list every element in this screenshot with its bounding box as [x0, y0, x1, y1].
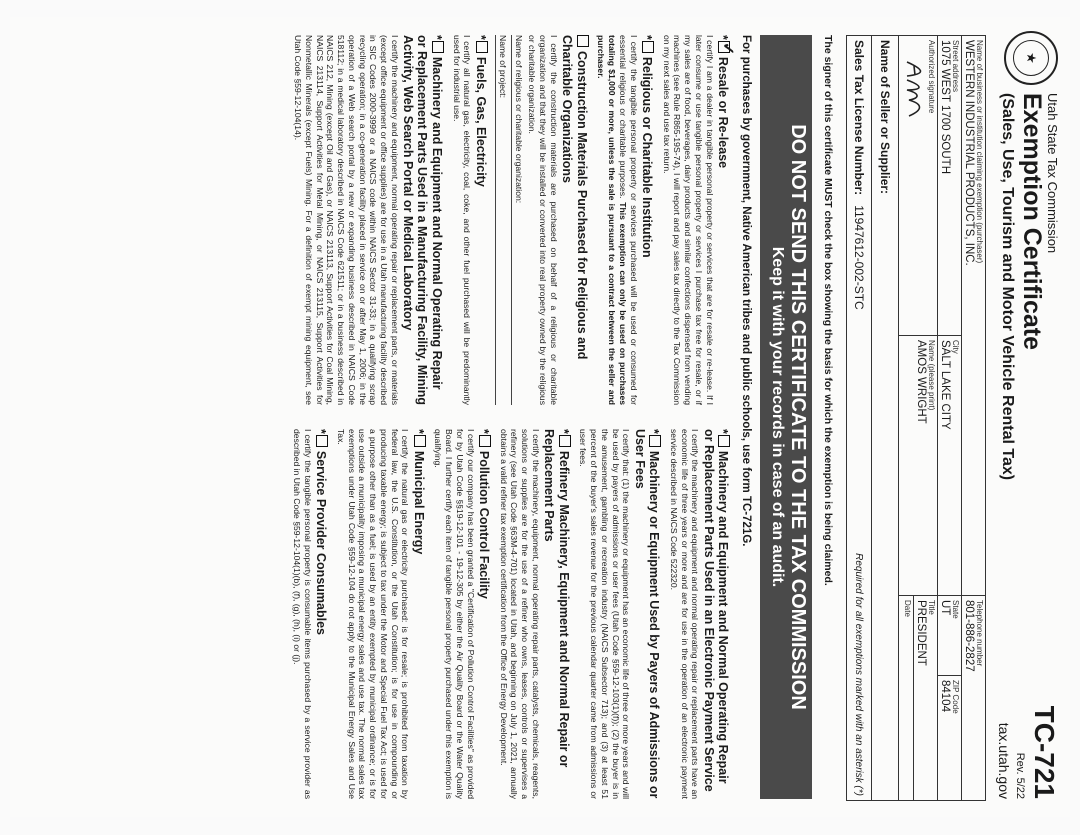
license-cell [847, 36, 871, 800]
state-cell [938, 596, 961, 676]
phone-label: Telephone number [975, 600, 984, 667]
checkbox-pollution-control[interactable] [479, 435, 491, 447]
exemption-body: I certify I am a dealer in tangible personal property or services that are for resale or re-lease. If I later consume or use tangible personal property or services I purchase tax free for resale, or if my sales are of food, beverages, dairy products and similar confections dispensed from vending machines (see Rule R865-19S-74), I will report and pay sales tax directly to the Tax Commission on my next sales and use tax return. [661, 35, 715, 405]
form-title: Exemption Certificate [1018, 93, 1046, 351]
print-name-label: Name (please print) [927, 340, 936, 411]
exemptions-right-column [284, 429, 730, 799]
checkbox-municipal-energy[interactable] [414, 435, 426, 447]
zip-field[interactable]: 84104 [939, 680, 951, 712]
banner-sub-text: Keep it with your records in case of an audit. [769, 246, 786, 588]
title-field[interactable]: PRESIDENT [915, 600, 927, 666]
exemption-resale [661, 35, 736, 405]
exemption-construction-materials [495, 35, 589, 405]
exemption-title: Refinery Machinery, Equipment and Normal Repair or Replacement Parts [542, 429, 571, 768]
checkbox-service-provider[interactable] [316, 435, 328, 447]
exemption-title: Machinery and Equipment and Normal Operating Repair or Replacement Parts Used in an Electronic Payment Service [701, 429, 730, 792]
exemption-title: Machinery and Equipment and Normal Operating Repair or Replacement Parts Used in a Manufacturing Facility, Mining Activity, Web Search Portal or Medical Laboratory [401, 35, 444, 405]
asterisk: * [411, 429, 426, 434]
asterisk: * [716, 35, 730, 40]
asterisk: * [473, 35, 488, 40]
street-cell [938, 36, 961, 336]
seller-row [871, 36, 898, 800]
checkbox-manufacturing[interactable] [432, 41, 444, 53]
zip-label: ZIP Code [951, 680, 960, 714]
asterisk: * [647, 429, 662, 434]
exemption-title: Religious or Charitable Institution [639, 56, 654, 258]
asterisk: * [639, 35, 654, 40]
state-label: State [951, 600, 960, 619]
exemption-title: Municipal Energy [411, 450, 426, 555]
do-not-send-banner [760, 35, 812, 799]
exemption-service-provider [291, 429, 328, 799]
zip-cell [938, 676, 961, 800]
exemption-body: I certify the tangible personal property is consumable items purchased by a service provider as described in Utah Code §59-12-104(1)(b), (f), (g), (h), (i) or (j). [292, 429, 313, 799]
phone-cell [962, 596, 985, 800]
exemption-title: Construction Materials Purchased for Religious and Charitable Organizations [560, 35, 589, 360]
asterisk: * [556, 429, 571, 434]
exemption-pollution-control [433, 429, 491, 799]
checkbox-construction-materials[interactable] [577, 35, 589, 47]
date-subcell [902, 596, 913, 800]
purchaser-name-row [961, 36, 985, 800]
instruction-notice: The signer of this certificate MUST check the box showing the basis for which the exemption is being claimed. [822, 35, 834, 586]
government-purchases-note: For purchases by government, Native American tribes and public schools, use form TC-721G. [740, 35, 752, 547]
street-label: Street address [951, 40, 960, 93]
license-row [847, 36, 871, 800]
signature-cell [899, 36, 937, 336]
exemption-admissions-user-fees [578, 429, 661, 799]
license-note: Required for all exemptions marked with an asterisk (*) [853, 553, 865, 796]
checkbox-admissions-user-fees[interactable] [649, 435, 661, 447]
city-field[interactable]: SALT LAKE CITY [939, 340, 951, 430]
utah-seal-icon: ★ [1004, 31, 1058, 85]
project-name-field[interactable]: Name of project: [495, 35, 508, 405]
checkbox-resale[interactable]: ✓ [719, 41, 736, 56]
street-field[interactable]: 1075 WEST 1700 SOUTH [939, 40, 951, 175]
exemption-religious-charitable [596, 35, 654, 405]
asterisk: * [476, 429, 491, 434]
exemption-body: I certify the natural gas or electricity purchased: is for resale; is prohibited from taxation by federal law, the U.S. Constitution, or the Utah Constitution; is for use in compounding or producing taxable energy; is subject to tax under the Motor and Special Fuel Tax Act; is used for a purpose other than as a fuel; is used by an entity exempted by municipal ordinance; or is for use outside a municipality imposing a municipal energy sales and use tax. The normal sales tax exemptions under Utah Code §59-12-104 do not apply to the Municipal Energy Sales and Use Tax. [335, 429, 411, 799]
exemption-title: Resale or Re-lease [716, 56, 730, 169]
address-row [937, 36, 961, 800]
date-label: Date [903, 600, 912, 617]
exemption-refinery [498, 429, 571, 799]
city-cell [938, 336, 961, 596]
exemption-title: Service Provider Consumables [314, 450, 329, 635]
title-date-cell [899, 596, 937, 800]
form-subtitle: (Sales, Use, Tourism and Motor Vehicle Rental Tax) [999, 93, 1016, 481]
asterisk: * [314, 429, 329, 434]
exemption-municipal-energy [335, 429, 426, 799]
title-label: Title [927, 600, 936, 615]
exemption-body: I certify the tangible personal property or services purchased will be used or consumed for essential religious or charitable purposes. [617, 35, 639, 405]
exemption-title: Pollution Control Facility [476, 450, 491, 599]
signature-row [898, 36, 937, 800]
asterisk: * [429, 35, 444, 40]
seller-cell[interactable] [872, 36, 898, 800]
checkbox-religious-charitable[interactable] [642, 41, 654, 53]
website: tax.utah.gov [996, 722, 1012, 799]
exemption-body: I certify the machinery and equipment, normal operating repair or replacement parts, or materials (except office equipment or office supplies) are for use in a Utah manufacturing facility described in SIC Codes 2000-3999 or a NAICS code within NAICS Sector 31-33; in a qualifying scrap recycling operation; in a co-generation facility placed in service on or after May 1, 2006; in the operation of a Web search portal by a new or expanding business described in NAICS Code 518112; in a medical laboratory described in NAICS Code 621511; or in a business described in NAICS 212, Mining (except Oil and Gas), or NAICS 213113, Support Activities for Coal Mining, NAICS 213114, Support Activities for Metal Mining, or NAICS 213115, Support Activities for Nonmetallic Minerals (except Fuels) Mining. For a definition of exempt mining equipment, see Utah Code §59-12-104(14). [293, 35, 400, 405]
seller-label: Name of Seller or Supplier: [878, 40, 892, 195]
checkbox-electronic-payment[interactable] [718, 435, 730, 447]
print-name-field[interactable]: AMOS WRIGHT [915, 340, 927, 424]
exemption-title: Machinery or Equipment Used by Payers of Admissions or User Fees [632, 429, 662, 799]
purchaser-name-cell [962, 36, 985, 596]
exemption-body: I certify the construction materials are purchased on behalf of a religious or charitable organization and that they will be installed or converted into real property owned by the religious or charitable organization. [527, 35, 559, 405]
checkbox-fuels[interactable] [476, 41, 488, 53]
exemption-fuels [451, 35, 488, 405]
phone-field[interactable]: 801-886-2827 [963, 600, 975, 672]
asterisk: * [716, 429, 730, 434]
handwritten-signature[interactable] [895, 60, 920, 120]
purchaser-info-table [846, 35, 986, 801]
exemption-certificate-page [10, 17, 1070, 817]
agency-name: Utah State Tax Commission [1045, 93, 1060, 254]
state-field[interactable]: UT [939, 600, 951, 616]
exemption-body: I certify our company has been granted a "Certification of Pollution Control Facilities" as provided for by Utah Code §§19-12-101 - 19-12-305 by either the Air Quality Board or the Water Quality Board. I further certify each item of tangible personal property purchased under this exemption is qualifying. [433, 429, 476, 799]
signature-label: Authorized signature [927, 40, 936, 114]
exemption-body: I certify all natural gas, electricity, coal, coke, and other fuel purchased will be predominantly used for industrial use. [451, 35, 473, 405]
title-subcell [913, 596, 937, 800]
exemption-manufacturing [292, 35, 443, 405]
purchaser-name-label: Name of business or institution claiming exemption (purchaser) [975, 40, 984, 264]
exemption-body: I certify the machinery and equipment and normal operating repair or replacement parts have an economic life of three years or more and are for use in the operation of an electronic payment service described in NAICS Code 522320. [668, 429, 701, 799]
print-name-cell [899, 336, 937, 596]
exemption-body: I certify the machinery, equipment, normal operating repair parts, catalysts, chemicals, reagents, solutions or supplies are for the use of a refiner who owns, leases, controls or supervises a refinery (see Utah Code §63M-4-701) located in Utah, and beginning on July 1, 2021, annually obtains a valid refiner tax exemption certification from the Office of Energy Development. [498, 429, 541, 799]
exemption-bold-note: This exemption can only be used on purchases totaling $1,000 or more, unless the sale is pursuant to a contract between the seller and purchaser. [596, 35, 628, 406]
organization-name-field[interactable]: Name of religious or charitable organization: [511, 35, 524, 405]
city-label: City [951, 340, 960, 354]
purchaser-name-field[interactable]: WESTERN INDUSTRIAL PRODUCTS, INC. [963, 40, 975, 266]
banner-main-text: DO NOT SEND THIS CERTIFICATE TO THE TAX COMMISSION [787, 124, 809, 710]
checkbox-refinery[interactable] [559, 435, 571, 447]
exemptions-left-column [285, 35, 736, 406]
exemption-electronic-payment [668, 429, 730, 799]
revision-date: Rev. 5/22 [1014, 752, 1026, 799]
exemption-title: Fuels, Gas, Electricity [473, 56, 488, 187]
form-number: TC-721 [1029, 705, 1060, 799]
license-label: Sales Tax License Number: [852, 40, 866, 196]
license-field[interactable]: 11947612-002-STC [852, 205, 866, 310]
exemption-body: I certify that: (1) the machinery or equipment has an economic life of three or more years and will be used by payers of admissions or user fees (Utah Code §59-12-103(1)(f)); (2) the buyer is in the amusement, gambling or recreation industry (NAICS Subsector 713); and (3) at least 51 percent of the buyer's sales revenue for the previous calendar quarter came from admissions or user fees. [578, 429, 632, 799]
